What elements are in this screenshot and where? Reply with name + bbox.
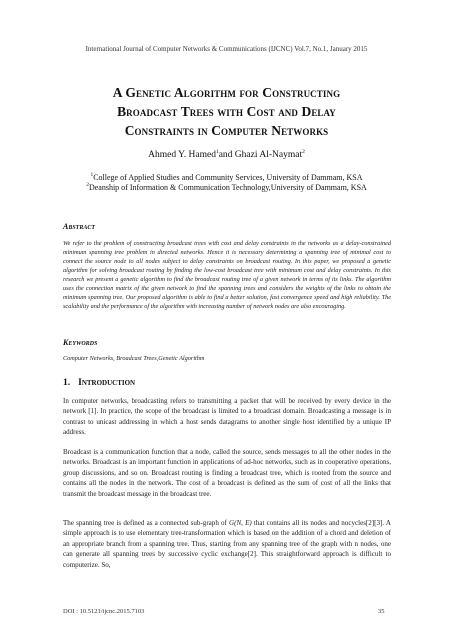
author-1-name: Ahmed Y. Hamed [148, 150, 216, 160]
footer-doi: DOI : 10.5121/ijcnc.2015.7103 [63, 608, 145, 615]
p3-text-after: that contains all its nodes and nocycles[2][3]. A simple approach is to use elementary tree-transformation which is based on the addition of a chord and deletion of an appropriate branch from a spanning tree. Thus, starting from any spanning tree of the graph with n nodes, one can generate all spanning trees by successive cyclic exchange[2]. This straightforward approach is difficult to computerize. So, [63, 519, 391, 569]
section-title: Introduction [78, 378, 136, 388]
abstract-body: We refer to the problem of constructing broadcast trees with cost and delay constraints in the networks as a delay-constrained minimum spanning tree problem in directed networks. Hence it is necessary determining a spanning tree of minimal cost to connect the source node to all nodes subject to delay constraints on broadcast routing. In this paper, we proposed a genetic algorithm for solving broadcast routing by finding the low-cost broadcast tree with minimum cost and delay constraints. In this research we present a genetic algorithm to find the broadcast routing tree of a given network in terms of its links. The algorithm uses the connection matrix of the given network to find the spanning trees and considers the weights of the links to obtain the minimum spanning tree. Our proposed algorithm is able to find a better solution, fast convergence speed and high reliability. The scalability and the performance of the algorithm with increasing number of network nodes are also encouraging. [63, 240, 391, 310]
p3-text-before: The spanning tree is defined as a connected sub-graph of [63, 519, 230, 527]
intro-paragraph-1: In computer networks, broadcasting refers to transmitting a packet that will be received by every device in the network [1]. In practice, the scope of the broadcast is limited to a broadcast domain. Broadcasting a message is in contrast to unicast addressing in which a host sends datagrams to another single host identified by a unique IP address. [63, 397, 391, 437]
intro-paragraph-3 [63, 518, 391, 570]
abstract-heading: Abstract [63, 222, 96, 231]
introduction-heading [63, 378, 135, 388]
affiliation-2-text: Deanship of Information & Communication Technology,University of Dammam, KSA [88, 183, 367, 192]
affiliation-1-superscript: 1 [90, 172, 94, 178]
title-line-2: Broadcast Trees with Cost and Delay [117, 104, 336, 119]
affiliation-2 [0, 183, 453, 192]
author-line [0, 150, 453, 160]
title-line-1: A Genetic Algorithm for Constructing [112, 85, 341, 100]
affiliation-1-text: College of Applied Studies and Community Services, University of Dammam, KSA [93, 173, 363, 182]
author-2-name: and Ghazi Al-Naymat [218, 150, 303, 160]
title-line-3: Constraints in Computer Networks [124, 123, 329, 138]
affiliation-1 [0, 173, 453, 182]
intro-paragraph-2: Broadcast is a communication function that a node, called the source, sends messages to all the other nodes in the networks. Broadcast is an important function in applications of ad-hoc networks, such as in cooperative operations, group discussions, and so on. Broadcast routing is finding a broadcast tree, which is rooted from the source and contains all the nodes in the network. The cost of a broadcast is defined as the sum of cost of all the links that transmit the broadcast message in the broadcast tree. [63, 448, 391, 498]
journal-header: International Journal of Computer Networks & Communications (IJCNC) Vol.7, No.1, January 2015 [85, 45, 368, 53]
paper-title [40, 83, 413, 140]
section-number: 1. [63, 378, 71, 388]
page-number: 35 [378, 608, 385, 615]
author-2-superscript: 2 [302, 149, 305, 155]
affiliation-2-superscript: 2 [86, 182, 89, 188]
author-1-superscript: 1 [215, 149, 219, 155]
graph-notation: G(N, E) [229, 519, 252, 527]
keywords-body: Computer Networks, Broadcast Trees,Genetic Algorithm [63, 355, 205, 362]
keywords-heading: Keywords [63, 338, 98, 347]
